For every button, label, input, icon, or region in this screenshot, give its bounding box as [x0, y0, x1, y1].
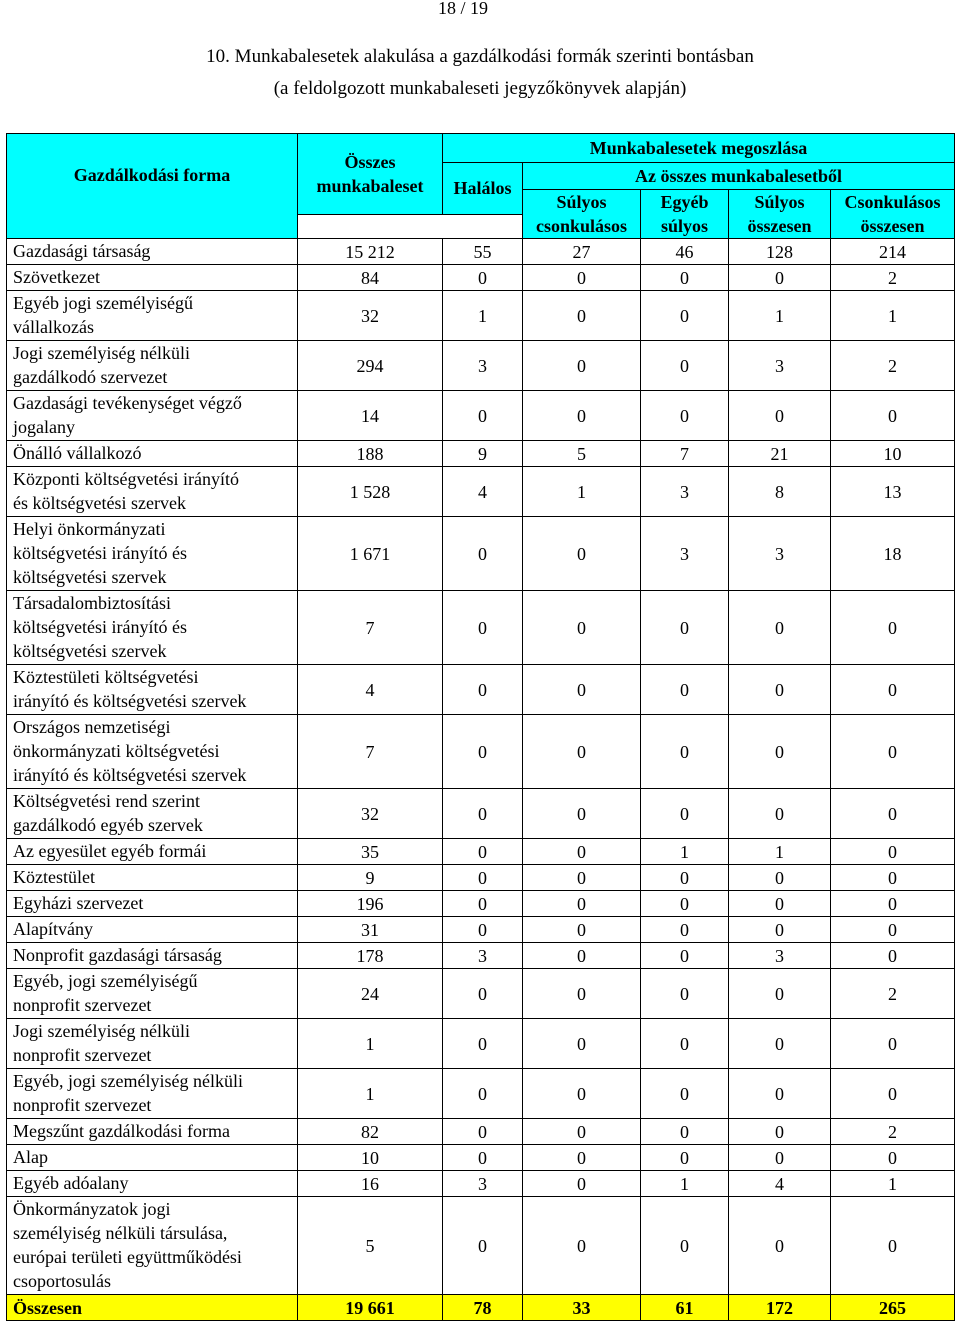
- table-row: [7, 665, 955, 715]
- row-value: 1: [298, 1019, 443, 1069]
- row-value: 188: [298, 441, 443, 467]
- row-value: 0: [729, 1145, 831, 1171]
- row-value: 1: [523, 467, 641, 517]
- row-value: 4: [729, 1171, 831, 1197]
- row-label-line: vállalkozás: [13, 317, 94, 337]
- row-value: 0: [443, 591, 523, 665]
- row-label-line: Megszűnt gazdálkodási forma: [13, 1121, 230, 1141]
- total-value: 78: [443, 1295, 523, 1321]
- row-value: 0: [443, 969, 523, 1019]
- row-value: 55: [443, 239, 523, 265]
- row-value: 0: [729, 1197, 831, 1295]
- row-value: 0: [523, 1171, 641, 1197]
- row-label-line: Szövetkezet: [13, 267, 100, 287]
- row-value: 1 671: [298, 517, 443, 591]
- row-label-line: költségvetési szervek: [13, 567, 167, 587]
- page-number: 18 / 19: [438, 0, 489, 18]
- row-value: 0: [729, 969, 831, 1019]
- row-value: 1: [641, 839, 729, 865]
- row-value: 214: [831, 239, 955, 265]
- table-row: [7, 715, 955, 789]
- row-label: [7, 969, 298, 1019]
- row-label: [7, 291, 298, 341]
- row-value: 0: [443, 1197, 523, 1295]
- row-value: 0: [443, 1145, 523, 1171]
- table-row: [7, 1145, 955, 1171]
- row-value: 4: [298, 665, 443, 715]
- row-value: 0: [641, 943, 729, 969]
- row-value: 0: [523, 391, 641, 441]
- row-label: [7, 517, 298, 591]
- row-label-line: Jogi személyiség nélküli: [13, 343, 190, 363]
- header-sulyos-csonkulasos-line2: csonkulásos: [535, 216, 628, 236]
- total-value: 265: [831, 1295, 955, 1321]
- header-egyeb-sulyos-line1: Egyéb: [660, 192, 709, 212]
- row-value: 16: [298, 1171, 443, 1197]
- row-value: 82: [298, 1119, 443, 1145]
- row-value: 0: [729, 1119, 831, 1145]
- row-value: 5: [298, 1197, 443, 1295]
- row-value: 0: [641, 715, 729, 789]
- header-osszes-line2: munkabaleset: [316, 175, 424, 196]
- row-value: 7: [641, 441, 729, 467]
- table-row: [7, 1171, 955, 1197]
- row-value: 7: [298, 715, 443, 789]
- row-value: 1: [298, 1069, 443, 1119]
- table-row: [7, 1069, 955, 1119]
- table-row: [7, 391, 955, 441]
- row-label-line: nonprofit szervezet: [13, 1095, 152, 1115]
- row-label-line: irányító és költségvetési szervek: [13, 691, 247, 711]
- row-value: 0: [523, 1119, 641, 1145]
- row-value: 0: [523, 789, 641, 839]
- header-sulyos-osszesen-line1: Súlyos: [754, 192, 805, 212]
- header-megoszlas: Munkabalesetek megoszlása: [443, 134, 955, 163]
- row-value: 14: [298, 391, 443, 441]
- table-body: [7, 239, 955, 1321]
- row-label-line: gazdálkodó egyéb szervek: [13, 815, 203, 835]
- row-value: 128: [729, 239, 831, 265]
- row-value: 0: [523, 341, 641, 391]
- row-value: 0: [729, 789, 831, 839]
- row-value: 46: [641, 239, 729, 265]
- row-value: 3: [729, 943, 831, 969]
- table-row: [7, 839, 955, 865]
- row-label: [7, 891, 298, 917]
- row-value: 196: [298, 891, 443, 917]
- row-value: 0: [831, 917, 955, 943]
- row-value: 0: [443, 1119, 523, 1145]
- row-value: 0: [641, 789, 729, 839]
- row-label: [7, 1019, 298, 1069]
- row-value: 294: [298, 341, 443, 391]
- header-csonkulasos-osszesen-line2: összesen: [860, 216, 925, 236]
- row-value: 21: [729, 441, 831, 467]
- table-row: [7, 943, 955, 969]
- row-value: 3: [443, 1171, 523, 1197]
- row-value: 0: [523, 917, 641, 943]
- row-value: 0: [831, 1019, 955, 1069]
- total-label: Összesen: [7, 1295, 298, 1321]
- row-label-line: Egyéb adóalany: [13, 1173, 129, 1193]
- accident-table: [6, 133, 955, 1321]
- row-value: 0: [641, 1145, 729, 1171]
- row-label-line: Egyéb, jogi személyiség nélküli: [13, 1071, 243, 1091]
- row-label-line: gazdálkodó szervezet: [13, 367, 168, 387]
- row-value: 0: [443, 917, 523, 943]
- row-value: 0: [729, 715, 831, 789]
- row-label: [7, 865, 298, 891]
- row-label: [7, 239, 298, 265]
- table-row: [7, 291, 955, 341]
- row-label: [7, 1171, 298, 1197]
- table-row: [7, 239, 955, 265]
- row-label: [7, 715, 298, 789]
- row-value: 0: [641, 891, 729, 917]
- row-value: 5: [523, 441, 641, 467]
- row-value: 0: [443, 715, 523, 789]
- header-gazdalkodasi-forma: Gazdálkodási forma: [7, 134, 298, 239]
- row-value: 27: [523, 239, 641, 265]
- row-label: [7, 1197, 298, 1295]
- row-label-line: Jogi személyiség nélküli: [13, 1021, 190, 1041]
- header-csonkulasos-osszesen-line1: Csonkulásos: [844, 192, 941, 212]
- row-value: 0: [523, 969, 641, 1019]
- row-value: 2: [831, 1119, 955, 1145]
- row-value: 3: [729, 341, 831, 391]
- row-label-line: Egyházi szervezet: [13, 893, 144, 913]
- row-value: 0: [729, 665, 831, 715]
- row-label-line: csoportosulás: [13, 1271, 111, 1291]
- header-egyeb-sulyos-line2: súlyos: [660, 216, 709, 236]
- row-label-line: Köztestület: [13, 867, 95, 887]
- row-value: 32: [298, 291, 443, 341]
- row-value: 0: [641, 865, 729, 891]
- row-label-line: jogalany: [13, 417, 75, 437]
- table-row: [7, 865, 955, 891]
- total-value: 33: [523, 1295, 641, 1321]
- row-value: 0: [831, 1145, 955, 1171]
- row-value: 0: [729, 891, 831, 917]
- table-row: [7, 591, 955, 665]
- row-label-line: Központi költségvetési irányító: [13, 469, 239, 489]
- row-label: [7, 1119, 298, 1145]
- page-subtitle: (a feldolgozott munkabaleseti jegyzőkönyvek alapján): [273, 78, 687, 99]
- row-label-line: nonprofit szervezet: [13, 1045, 152, 1065]
- row-value: 0: [729, 865, 831, 891]
- row-value: 0: [641, 391, 729, 441]
- row-value: 0: [831, 665, 955, 715]
- table-row: [7, 1119, 955, 1145]
- row-value: 8: [729, 467, 831, 517]
- row-label: [7, 1145, 298, 1171]
- row-value: 3: [641, 517, 729, 591]
- row-value: 0: [641, 917, 729, 943]
- row-label-line: és költségvetési szervek: [13, 493, 186, 513]
- row-value: 1: [831, 1171, 955, 1197]
- row-value: 0: [641, 665, 729, 715]
- row-label-line: Önkormányzatok jogi: [13, 1199, 171, 1219]
- row-label-line: Helyi önkormányzati: [13, 519, 166, 539]
- header-halalos: Halálos: [443, 163, 523, 215]
- table-row: [7, 265, 955, 291]
- row-value: 0: [523, 591, 641, 665]
- table-row: [7, 467, 955, 517]
- row-value: 1: [729, 839, 831, 865]
- row-value: 2: [831, 341, 955, 391]
- table-row: [7, 891, 955, 917]
- row-value: 0: [443, 789, 523, 839]
- row-value: 10: [298, 1145, 443, 1171]
- row-label-line: költségvetési szervek: [13, 641, 167, 661]
- row-value: 0: [523, 715, 641, 789]
- row-value: 0: [443, 517, 523, 591]
- row-value: 0: [831, 391, 955, 441]
- row-label-line: Önálló vállalkozó: [13, 443, 142, 463]
- row-value: 9: [298, 865, 443, 891]
- row-value: 0: [641, 591, 729, 665]
- row-value: 31: [298, 917, 443, 943]
- row-value: 0: [729, 265, 831, 291]
- row-value: 0: [831, 865, 955, 891]
- row-label: [7, 789, 298, 839]
- row-value: 178: [298, 943, 443, 969]
- row-label-line: Országos nemzetiségi: [13, 717, 171, 737]
- row-value: 0: [443, 839, 523, 865]
- row-label-line: költségvetési irányító és: [13, 617, 187, 637]
- row-value: 3: [641, 467, 729, 517]
- row-value: 0: [523, 943, 641, 969]
- row-label-line: nonprofit szervezet: [13, 995, 152, 1015]
- row-value: 13: [831, 467, 955, 517]
- row-label-line: költségvetési irányító és: [13, 543, 187, 563]
- row-value: 0: [831, 839, 955, 865]
- total-row: [7, 1295, 955, 1321]
- row-value: 0: [831, 943, 955, 969]
- row-label-line: Alapítvány: [13, 919, 93, 939]
- row-value: 0: [729, 1069, 831, 1119]
- row-label-line: Köztestületi költségvetési: [13, 667, 199, 687]
- row-value: 1: [831, 291, 955, 341]
- row-value: 0: [523, 891, 641, 917]
- row-value: 0: [641, 969, 729, 1019]
- row-value: 0: [831, 789, 955, 839]
- row-value: 0: [523, 1197, 641, 1295]
- row-value: 0: [443, 391, 523, 441]
- row-label-line: Nonprofit gazdasági társaság: [13, 945, 222, 965]
- row-value: 1 528: [298, 467, 443, 517]
- row-value: 0: [729, 591, 831, 665]
- header-egyeb-sulyos: [641, 190, 729, 239]
- row-value: 2: [831, 969, 955, 1019]
- row-value: 2: [831, 265, 955, 291]
- row-label: [7, 839, 298, 865]
- row-label-line: irányító és költségvetési szervek: [13, 765, 247, 785]
- row-value: 1: [443, 291, 523, 341]
- table-row: [7, 969, 955, 1019]
- row-label: [7, 265, 298, 291]
- row-value: 1: [641, 1171, 729, 1197]
- row-value: 0: [523, 1069, 641, 1119]
- row-label: [7, 665, 298, 715]
- row-label-line: Költségvetési rend szerint: [13, 791, 200, 811]
- row-value: 10: [831, 441, 955, 467]
- row-label-line: Gazdasági tevékenységet végző: [13, 393, 242, 413]
- row-label-line: Egyéb, jogi személyiségű: [13, 971, 198, 991]
- table-row: [7, 1019, 955, 1069]
- row-label: [7, 917, 298, 943]
- row-label-line: európai területi együttműködési: [13, 1247, 242, 1267]
- row-label: [7, 943, 298, 969]
- header-sulyos-osszesen: [729, 190, 831, 239]
- header-osszesbol: Az összes munkabalesetből: [523, 163, 955, 190]
- table-row: [7, 917, 955, 943]
- total-value: 61: [641, 1295, 729, 1321]
- table-row: [7, 517, 955, 591]
- row-value: 0: [729, 917, 831, 943]
- row-value: 0: [641, 1119, 729, 1145]
- row-value: 0: [443, 665, 523, 715]
- row-value: 0: [831, 1069, 955, 1119]
- row-label-line: személyiség nélküli társulása,: [13, 1223, 228, 1243]
- row-value: 0: [523, 291, 641, 341]
- row-value: 0: [641, 265, 729, 291]
- row-value: 0: [523, 665, 641, 715]
- row-label-line: Az egyesület egyéb formái: [13, 841, 207, 861]
- row-value: 7: [298, 591, 443, 665]
- row-value: 0: [443, 865, 523, 891]
- row-value: 84: [298, 265, 443, 291]
- row-value: 0: [523, 265, 641, 291]
- total-value: 172: [729, 1295, 831, 1321]
- row-value: 18: [831, 517, 955, 591]
- row-value: 0: [523, 517, 641, 591]
- row-label-line: Társadalombiztosítási: [13, 593, 171, 613]
- row-label: [7, 591, 298, 665]
- row-label-line: önkormányzati költségvetési: [13, 741, 220, 761]
- table-row: [7, 341, 955, 391]
- row-value: 15 212: [298, 239, 443, 265]
- row-value: 24: [298, 969, 443, 1019]
- row-label: [7, 341, 298, 391]
- row-label: [7, 1069, 298, 1119]
- row-value: 3: [443, 341, 523, 391]
- row-value: 0: [729, 391, 831, 441]
- row-value: 0: [641, 1197, 729, 1295]
- row-value: 0: [443, 265, 523, 291]
- header-osszes-line1: Összes: [344, 151, 396, 172]
- row-value: 0: [831, 715, 955, 789]
- row-value: 0: [523, 1145, 641, 1171]
- page-title: 10. Munkabalesetek alakulása a gazdálkodási formák szerinti bontásban: [206, 46, 754, 67]
- row-value: 0: [443, 1019, 523, 1069]
- row-label-line: Gazdasági társaság: [13, 241, 151, 261]
- row-value: 0: [443, 1069, 523, 1119]
- row-value: 35: [298, 839, 443, 865]
- row-value: 0: [523, 865, 641, 891]
- total-value: 19 661: [298, 1295, 443, 1321]
- header-sulyos-csonkulasos: [523, 190, 641, 239]
- row-label-line: Alap: [13, 1147, 48, 1167]
- table-row: [7, 441, 955, 467]
- row-value: 3: [443, 943, 523, 969]
- row-value: 0: [443, 891, 523, 917]
- row-label-line: Egyéb jogi személyiségű: [13, 293, 193, 313]
- row-value: 0: [641, 1069, 729, 1119]
- row-value: 0: [641, 341, 729, 391]
- table-row: [7, 1197, 955, 1295]
- table-row: [7, 789, 955, 839]
- row-value: 9: [443, 441, 523, 467]
- row-value: 32: [298, 789, 443, 839]
- header-csonkulasos-osszesen: [831, 190, 955, 239]
- row-value: 0: [831, 591, 955, 665]
- header-sulyos-csonkulasos-line1: Súlyos: [556, 192, 607, 212]
- row-value: 0: [641, 1019, 729, 1069]
- header-osszes-munkabaleset: [298, 134, 443, 215]
- row-value: 0: [831, 891, 955, 917]
- row-value: 0: [523, 839, 641, 865]
- row-value: 3: [729, 517, 831, 591]
- row-label: [7, 467, 298, 517]
- row-value: 1: [729, 291, 831, 341]
- row-label: [7, 391, 298, 441]
- row-value: 0: [523, 1019, 641, 1069]
- row-value: 4: [443, 467, 523, 517]
- row-label: [7, 441, 298, 467]
- row-value: 0: [729, 1019, 831, 1069]
- header-sulyos-osszesen-line2: összesen: [747, 216, 812, 236]
- row-value: 0: [831, 1197, 955, 1295]
- row-value: 0: [641, 291, 729, 341]
